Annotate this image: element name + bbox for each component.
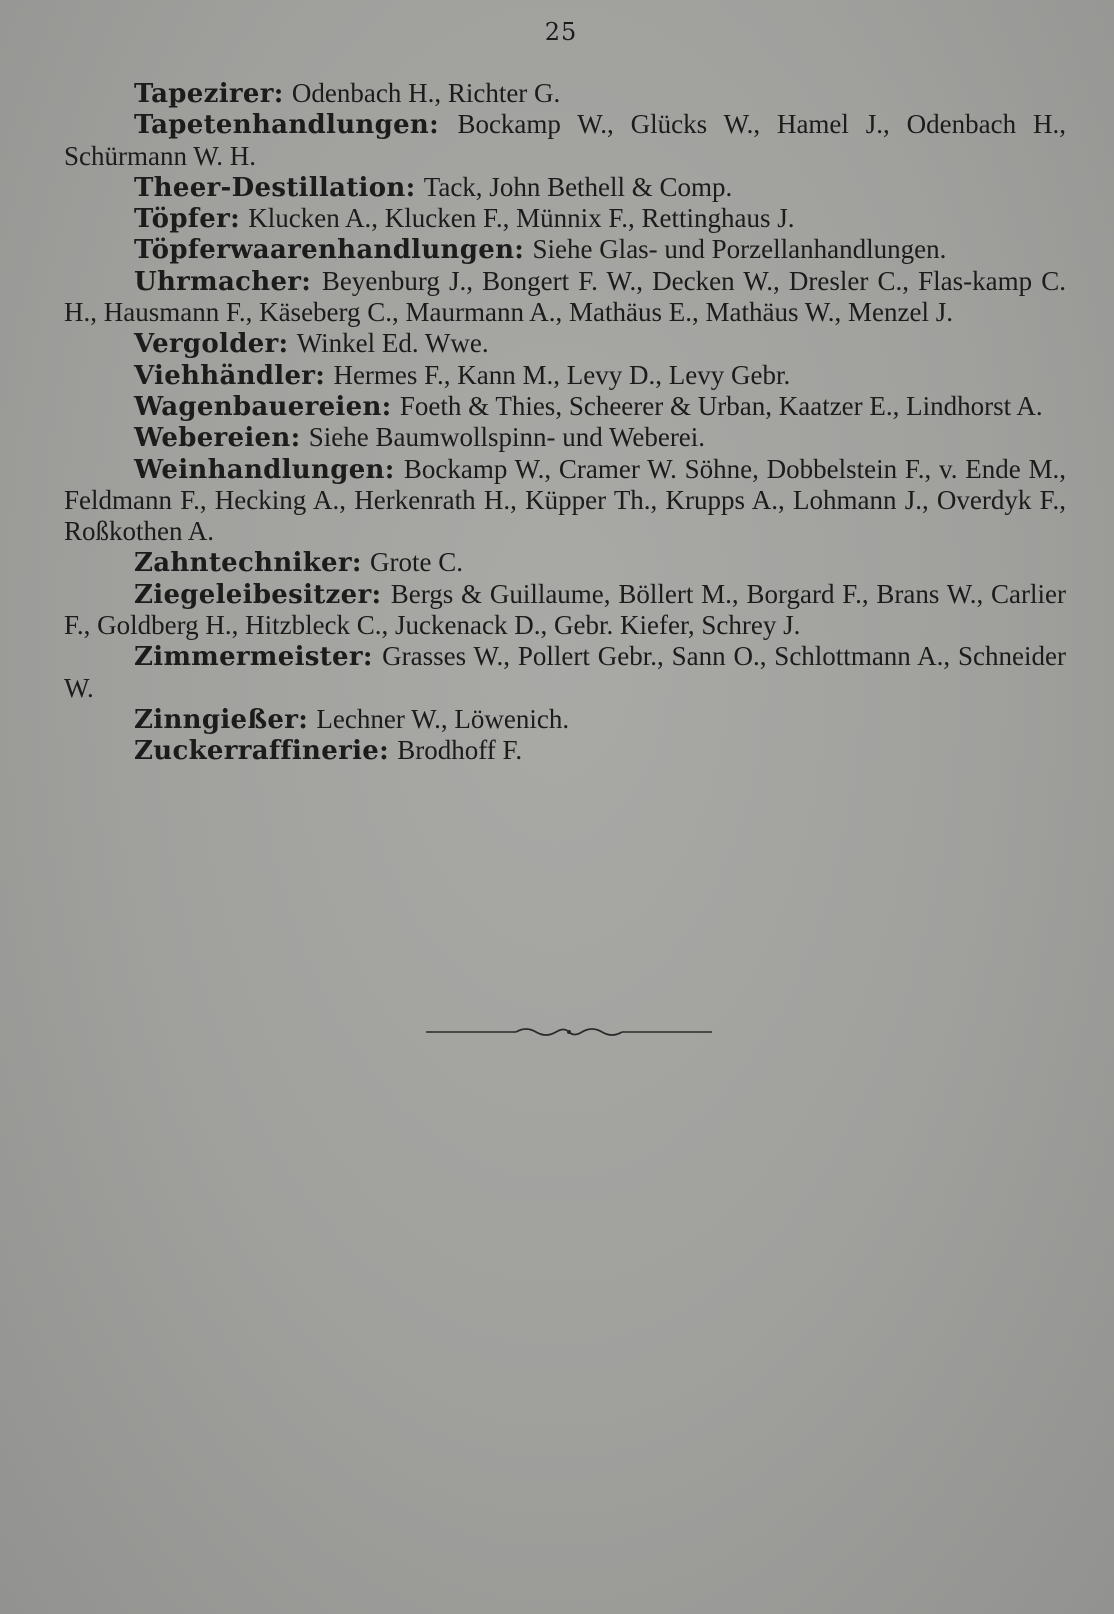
- trade-heading: Vergolder:: [134, 329, 289, 360]
- trade-heading: Zimmermeister:: [134, 642, 373, 673]
- trade-names: Siehe Baumwollspinn- und Weberei.: [308, 422, 706, 453]
- trade-names: Lechner W., Löwenich.: [316, 703, 570, 734]
- page-number: 25: [544, 18, 578, 46]
- directory-entry: [64, 266, 1066, 329]
- trade-directory-list: [64, 78, 1066, 767]
- directory-entry: [64, 547, 1066, 578]
- trade-heading: Theer-Destillation:: [134, 172, 416, 203]
- trade-names: Bergs & Guillaume, Böllert M., Borgard F., Brans W., Carlier F., Goldberg H., Hitzbleck C., Juckenack D., Gebr. Kiefer, Schrey J.: [64, 578, 1066, 641]
- directory-entry: [64, 579, 1066, 642]
- trade-heading: Tapetenhandlungen:: [134, 110, 440, 141]
- trade-heading: Ziegeleibesitzer:: [134, 579, 382, 610]
- directory-entry: [64, 641, 1066, 704]
- directory-entry: [64, 422, 1066, 453]
- directory-entry: [64, 78, 1066, 109]
- trade-heading: Weinhandlungen:: [134, 454, 395, 485]
- trade-names: Bockamp W., Glücks W., Hamel J., Odenbach H., Schürmann W. H.: [64, 109, 1067, 171]
- trade-names: Siehe Glas- und Porzellanhandlungen.: [532, 234, 947, 265]
- directory-entry: [64, 172, 1066, 203]
- trade-names: Foeth & Thies, Scheerer & Urban, Kaatzer E., Lindhorst A.: [399, 390, 1043, 421]
- trade-heading: Zuckerraffinerie:: [134, 736, 390, 767]
- directory-entry: [64, 328, 1066, 359]
- trade-names: Tack, John Bethell & Comp.: [423, 171, 733, 202]
- trade-names: Bockamp W., Cramer W. Söhne, Dobbelstein F., v. Ende M., Feldmann F., Hecking A., Herkenrath H., Küpper Th., Krupps A., Lohmann J., Overdyk F., Roßkothen A.: [64, 453, 1067, 547]
- trade-heading: Viehhändler:: [134, 360, 326, 391]
- trade-names: Brodhoff F.: [397, 735, 523, 766]
- trade-heading: Uhrmacher:: [134, 266, 312, 297]
- directory-entry: [64, 735, 1066, 766]
- trade-names: Beyenburg J., Bongert F. W., Decken W., Dresler C., Flas-kamp C. H., Hausmann F., Käseberg C., Maurmann A., Mathäus E., Mathäus W., Menzel J.: [64, 265, 1066, 328]
- trade-heading: Töpferwaarenhandlungen:: [134, 235, 525, 266]
- directory-entry: [64, 391, 1066, 422]
- trade-heading: Töpfer:: [134, 204, 241, 235]
- trade-names: Odenbach H., Richter G.: [291, 78, 561, 108]
- trade-heading: Tapezirer:: [134, 79, 284, 109]
- trade-names: Grote C.: [370, 547, 464, 578]
- directory-entry: [64, 360, 1066, 391]
- directory-entry: [64, 234, 1066, 265]
- trade-heading: Webereien:: [134, 423, 301, 454]
- directory-entry: [64, 704, 1066, 735]
- trade-heading: Zinngießer:: [134, 704, 309, 735]
- directory-entry: [64, 109, 1066, 172]
- ornamental-divider: [426, 1024, 712, 1040]
- trade-names: Klucken A., Klucken F., Münnix F., Rettinghaus J.: [248, 203, 795, 234]
- directory-entry: [64, 203, 1066, 234]
- trade-heading: Zahntechniker:: [134, 548, 362, 579]
- trade-names: Hermes F., Kann M., Levy D., Levy Gebr.: [333, 359, 791, 390]
- trade-names: Winkel Ed. Wwe.: [296, 328, 489, 359]
- trade-heading: Wagenbauereien:: [134, 391, 392, 422]
- trade-names: Grasses W., Pollert Gebr., Sann O., Schlottmann A., Schneider W.: [64, 641, 1067, 703]
- directory-entry: [64, 454, 1066, 548]
